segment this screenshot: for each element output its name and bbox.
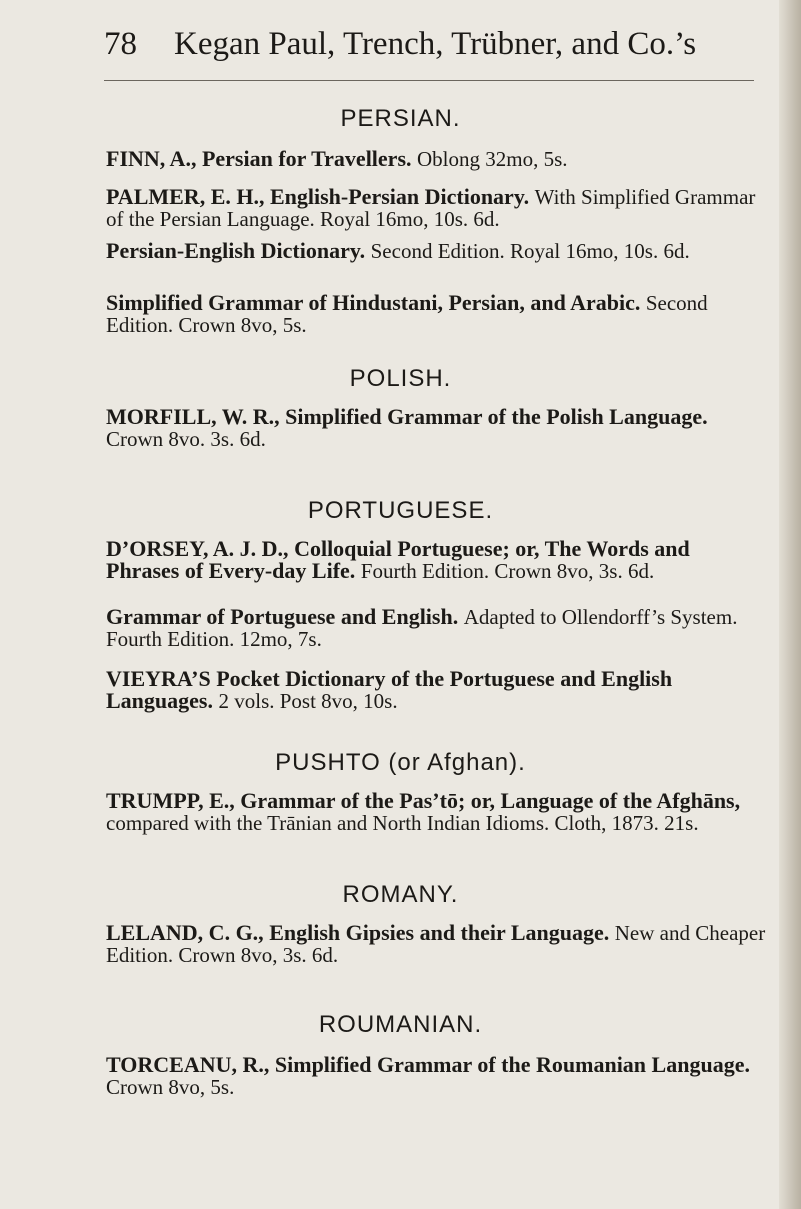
entry-title: VIEYRA’S Pocket Dictionary of the Portuguese and English Languages. — [106, 666, 673, 713]
entry-author: FINN, A., — [106, 146, 197, 171]
entry-title: Colloquial Portuguese; or, The Words and Phrases of Every-day Life. — [106, 536, 690, 583]
catalogue-entry — [106, 240, 766, 262]
entry-detail: With Simplified Grammar of the Persian Language. Royal 16mo, 10s. 6d. — [106, 185, 756, 231]
entry-title: Persian for Travellers. — [201, 146, 412, 171]
entry-author: LELAND, C. G., — [106, 920, 264, 945]
entry-title: Simplified Grammar of Hindustani, Persian, and Arabic. — [106, 290, 641, 315]
catalogue-entry — [106, 186, 766, 230]
entry-title: English Gipsies and their Language. — [269, 920, 610, 945]
entry-detail: 2 vols. Post 8vo, 10s. — [218, 689, 398, 713]
catalogue-entry — [106, 922, 766, 966]
entry-detail: Second Edition. Crown 8vo, 5s. — [106, 291, 708, 337]
section-heading-romany: ROMANY. — [342, 881, 459, 908]
catalogue-entry — [106, 606, 766, 650]
entry-detail: New and Cheaper Edition. Crown 8vo, 3s. 6d. — [106, 921, 766, 967]
entry-title: Persian-English Dictionary. — [106, 238, 366, 263]
catalogue-entry — [106, 292, 766, 336]
entry-title: Grammar of the Pas’tō; or, Language of the Afghāns, — [240, 788, 741, 813]
section-heading-roumanian: ROUMANIAN. — [318, 1011, 483, 1038]
catalogue-entry — [106, 1054, 766, 1098]
section-heading-portuguese: PORTUGUESE. — [307, 497, 494, 524]
entry-author: MORFILL, W. R., — [106, 404, 280, 429]
entry-author: D’ORSEY, A. J. D., — [106, 536, 289, 561]
catalogue-entry — [106, 790, 766, 834]
entry-author: TORCEANU, R., — [106, 1052, 270, 1077]
entry-detail: Second Edition. Royal 16mo, 10s. 6d. — [370, 239, 690, 263]
header-rule — [104, 80, 754, 81]
entry-title: Simplified Grammar of the Roumanian Language. — [274, 1052, 750, 1077]
entry-detail: compared with the Trānian and North Indian Idioms. Cloth, 1873. 21s. — [106, 811, 699, 835]
entry-title: English-Persian Dictionary. — [269, 184, 530, 209]
entry-detail: Crown 8vo, 5s. — [106, 1075, 235, 1099]
page-number: 78 — [104, 26, 137, 62]
publisher-name: Kegan Paul, Trench, Trübner, and Co.’s — [174, 26, 697, 62]
entry-detail: Fourth Edition. Crown 8vo, 3s. 6d. — [360, 559, 655, 583]
entry-detail: Adapted to Ollendorff’s System. Fourth Edition. 12mo, 7s. — [106, 605, 738, 651]
entry-author: PALMER, E. H., — [106, 184, 265, 209]
entry-author: TRUMPP, E., — [106, 788, 235, 813]
catalogue-entry — [106, 668, 766, 712]
catalogue-entry — [106, 406, 766, 450]
catalogue-entry — [106, 538, 766, 582]
catalogue-entry — [106, 148, 766, 170]
section-heading-persian: PERSIAN. — [340, 105, 461, 132]
entry-title: Grammar of Portuguese and English. — [106, 604, 459, 629]
entry-title: Simplified Grammar of the Polish Language. — [285, 404, 708, 429]
section-heading-pushto: PUSHTO (or Afghan). — [275, 749, 526, 776]
section-heading-polish: POLISH. — [349, 365, 452, 392]
running-header — [104, 22, 744, 66]
entry-detail: Crown 8vo. 3s. 6d. — [106, 427, 266, 451]
entry-detail: Oblong 32mo, 5s. — [417, 147, 568, 171]
